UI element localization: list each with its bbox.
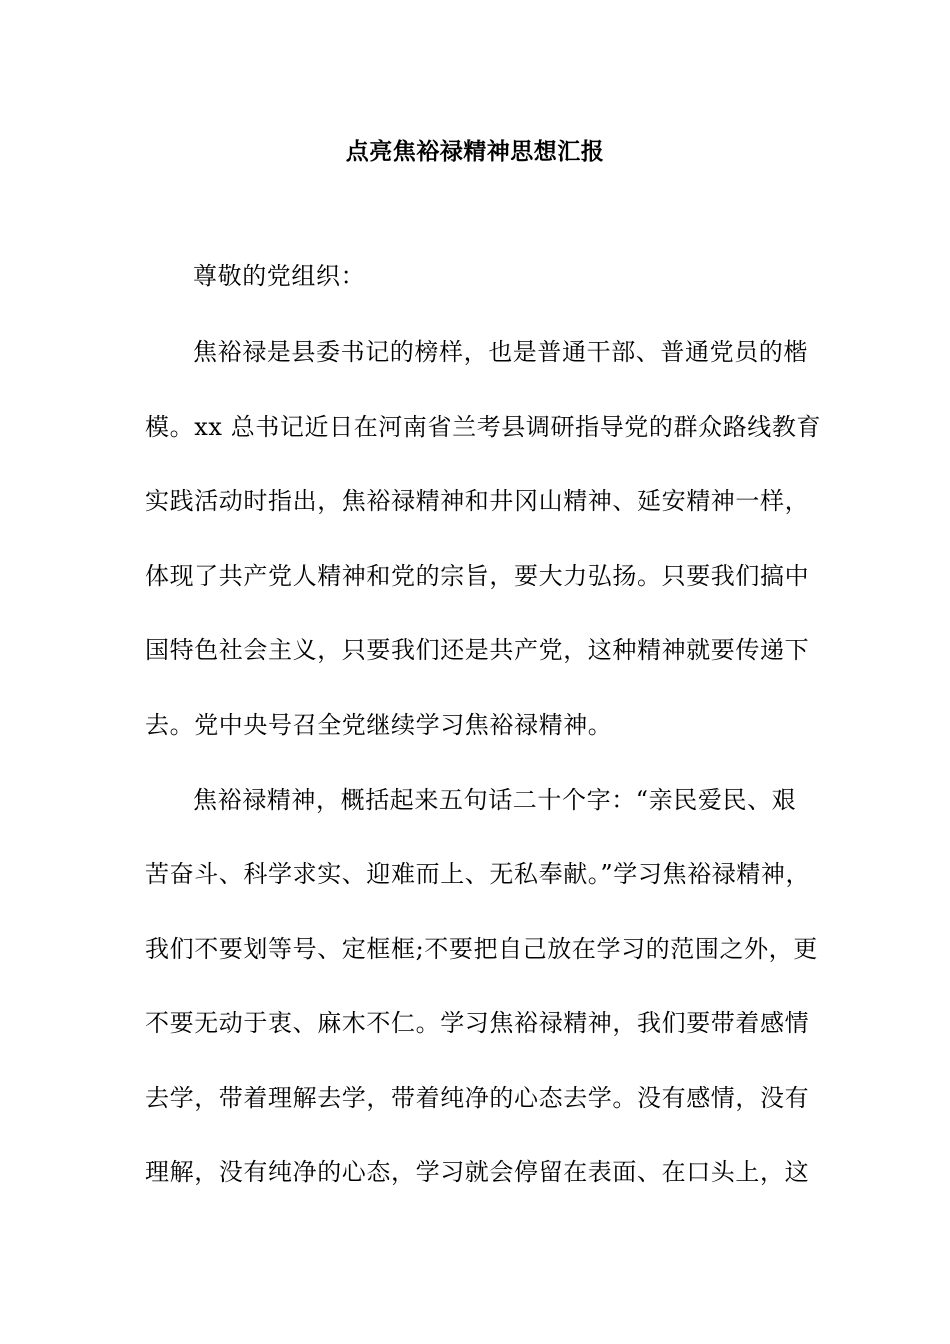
- paragraph-line: 焦裕禄精神，概括起来五句话二十个字：“亲民爱民、艰: [193, 786, 797, 814]
- paragraph-line: 去学，带着理解去学，带着纯净的心态去学。没有感情，没有: [145, 1084, 810, 1112]
- paragraph-line: 模。xx 总书记近日在河南省兰考县调研指导党的群众路线教育: [145, 413, 822, 441]
- paragraph-line: 苦奋斗、科学求实、迎难而上、无私奉献。”学习焦裕禄精神，: [145, 860, 811, 888]
- paragraph-line: 去。党中央号召全党继续学习焦裕禄精神。: [145, 711, 613, 739]
- paragraph-line: 焦裕禄是县委书记的榜样，也是普通干部、普通党员的楷: [193, 338, 808, 366]
- paragraph-line: 理解，没有纯净的心态，学习就会停留在表面、在口头上，这: [145, 1158, 810, 1186]
- paragraph-line: 实践活动时指出，焦裕禄精神和井冈山精神、延安精神一样，: [145, 487, 810, 515]
- salutation: 尊敬的党组织：: [193, 262, 366, 290]
- paragraph-line: 国特色社会主义，只要我们还是共产党，这种精神就要传递下: [145, 636, 810, 664]
- document-title: 点亮焦裕禄精神思想汇报: [345, 139, 605, 165]
- paragraph-line: 我们不要划等号、定框框;不要把自己放在学习的范围之外，更: [145, 935, 818, 963]
- paragraph-line: 不要无动于衷、麻木不仁。学习焦裕禄精神，我们要带着感情: [145, 1009, 810, 1037]
- paragraph-line: 体现了共产党人精神和党的宗旨，要大力弘扬。只要我们搞中: [145, 562, 810, 590]
